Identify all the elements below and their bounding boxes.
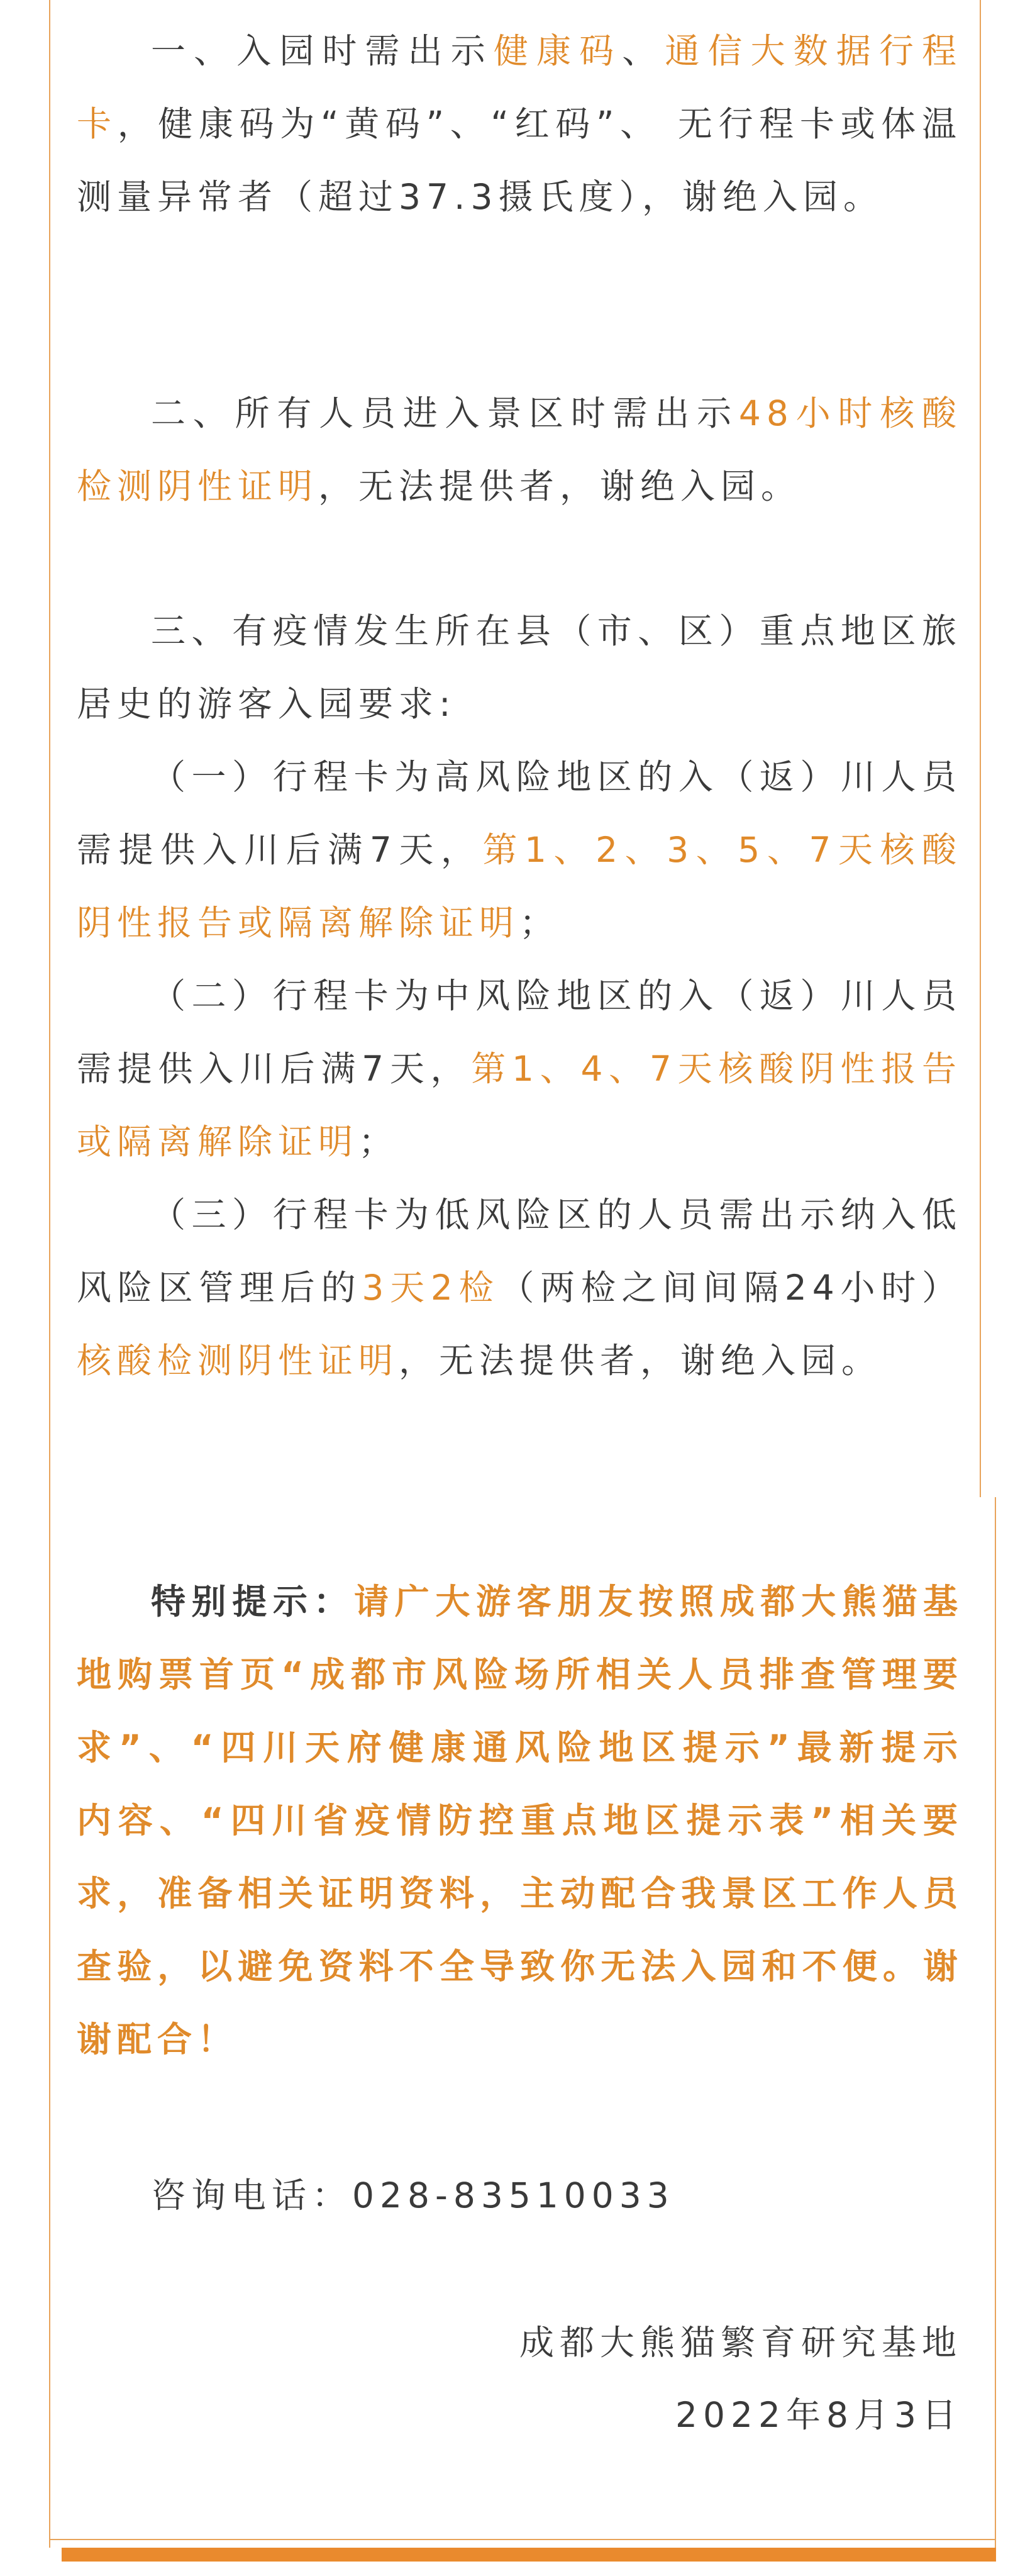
section1-lead: 一、入园时需出示 xyxy=(151,31,494,71)
contact-phone: 028-83510033 xyxy=(352,2175,675,2216)
item2-end: ； xyxy=(358,1122,399,1162)
special-notice xyxy=(77,1565,963,2076)
frame-border-bottom xyxy=(49,2539,996,2540)
health-code-highlight: 健康码 xyxy=(493,31,623,71)
item1-end: ； xyxy=(519,903,560,943)
frame-border-right xyxy=(980,0,981,1497)
notice-label: 特别提示： xyxy=(151,1581,355,1622)
section3-heading: 三、有疫情发生所在县（市、区）重点地区旅居史的游客入园要求: xyxy=(77,611,962,724)
contact-line xyxy=(77,2159,962,2232)
section3-item-2 xyxy=(77,959,962,1178)
item2-highlight: 第1、4、7天核酸阴性报告或隔离解除证明 xyxy=(77,1049,962,1162)
signature-date: 2022年8月3日 xyxy=(675,2395,962,2435)
item3-lead: （三）行程卡为低风险区的人员需出示纳入低风险区管理后的 xyxy=(77,1195,962,1308)
rule-section-1 xyxy=(77,14,962,233)
item3-highlight-schedule: 3天2检 xyxy=(362,1268,500,1308)
frame-border-left xyxy=(49,0,50,1497)
item3-middle: （两检之间间隔24小时） xyxy=(499,1268,962,1308)
item2-lead: （二）行程卡为中风险地区的入（返）川人员需提供入川后满7天， xyxy=(77,976,962,1089)
section1-separator: 、 xyxy=(622,31,665,71)
notice-text: 请广大游客朋友按照成都大熊猫基地购票首页“成都市风险场所相关人员排查管理要求”、“四川天府健康通风险地区提示”最新提示内容、“四川省疫情防控重点地区提示表”相关要求，准备相关证明资料，主动配合我景区工作人员查验，以避免资料不全导致你无法入园和不便。谢谢配合！ xyxy=(77,1581,963,2060)
item3-highlight-proof: 核酸检测阴性证明 xyxy=(77,1341,399,1381)
item3-end: ，无法提供者，谢绝入园。 xyxy=(399,1341,882,1381)
item1-lead: （一）行程卡为高风险地区的入（返）川人员需提供入川后满7天， xyxy=(77,757,962,870)
nucleic-test-highlight: 48小时核酸检测阴性证明 xyxy=(77,393,962,506)
frame-border-left-lower xyxy=(49,1497,50,2548)
section3-item-1 xyxy=(77,740,962,959)
frame-border-right-lower xyxy=(995,1497,996,2548)
rule-section-3 xyxy=(77,594,962,1397)
contact-label: 咨询电话： xyxy=(151,2175,353,2216)
signature-org: 成都大熊猫繁育研究基地 xyxy=(519,2322,962,2363)
section1-rest: ，健康码为“黄码”、“红码”、 无行程卡或体温测量异常者（超过37.3摄氏度），谢绝入园。 xyxy=(77,104,962,217)
frame-bottom-accent-bar xyxy=(62,2548,996,2562)
travel-card-highlight: 通信大数据行程卡 xyxy=(77,31,962,144)
item1-highlight: 第1、2、3、5、7天核酸阴性报告或隔离解除证明 xyxy=(77,830,962,943)
section3-item-3 xyxy=(77,1178,962,1397)
section2-lead: 二、所有人员进入景区时需出示 xyxy=(151,393,739,433)
section2-rest: ，无法提供者，谢绝入园。 xyxy=(318,466,802,506)
rule-section-2 xyxy=(77,377,962,523)
